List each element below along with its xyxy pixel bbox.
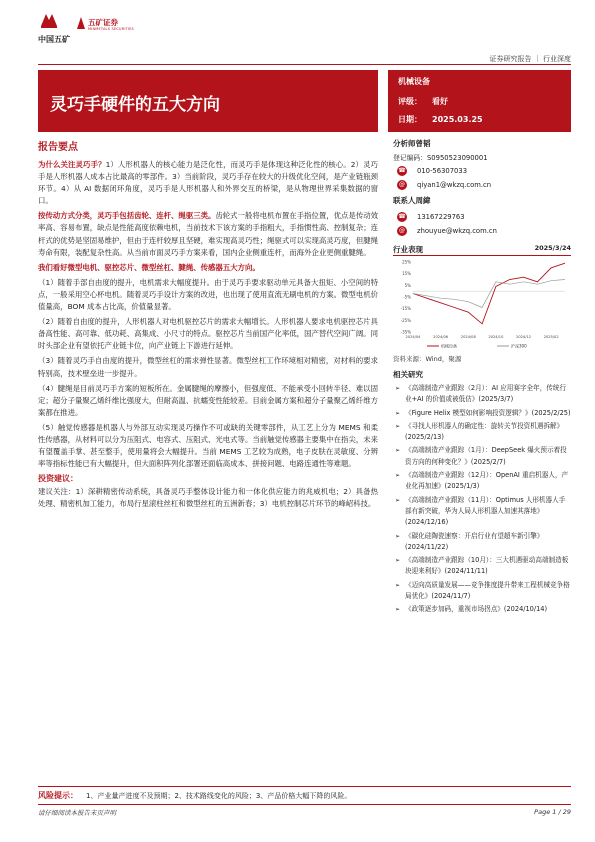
related-item-text: 《高端制造产业跟踪（12月）：OpenAI 重启机器人，产业化再加速》(2025/1/3) bbox=[405, 471, 569, 491]
summary-paragraph-6: （3）随着灵巧手自由度的提升，微型丝杠的需求弹性显著。微型丝杠工作环境相对精密，对材料的要求特别高，技术壁垒进一步提升。 bbox=[38, 356, 378, 378]
related-item[interactable] bbox=[393, 445, 571, 468]
legend-label-1: 机械设备 bbox=[441, 343, 457, 349]
summary-p1-highlight: 为什么关注灵巧手？ bbox=[38, 160, 106, 169]
minmetals-logo-icon bbox=[38, 8, 60, 30]
related-item-text: 《高端制造产业跟踪（2月）：AI 应用赛字全年，传统行业+AI 的价值或被低估》(2025/3/7) bbox=[405, 384, 567, 404]
summary-paragraph-2 bbox=[38, 210, 378, 258]
related-item[interactable] bbox=[393, 531, 571, 554]
summary-paragraph-7: （4）腱绳是目前灵巧手方案的短板所在。金属腱绳的摩擦小，但强度低、不能承受小回转半径、难以固定；超分子量聚乙烯纤维比强度大，但耐高温、抗蠕变性能较差。目前金属方案和超分子量聚乙烯纤维方案都在推进。 bbox=[38, 383, 378, 417]
logo-text-securities: 五矿证券 bbox=[88, 18, 118, 27]
chart-source: 资料来源：Wind，聚源 bbox=[393, 355, 462, 363]
date-row bbox=[398, 114, 483, 125]
arrow-bullet-icon: ➢ bbox=[395, 472, 401, 480]
related-item-text: 《高端制造产业跟踪（1月）：DeepSeek 爆火预示着投资方向的何种变化？》(2025/2/7) bbox=[405, 446, 567, 466]
related-item[interactable] bbox=[393, 555, 571, 578]
arrow-bullet-icon: ➢ bbox=[395, 557, 401, 565]
related-item[interactable] bbox=[393, 495, 571, 529]
date-value: 2025.03.25 bbox=[432, 115, 483, 124]
footer-disclaimer: 请仔细阅读本报告末页声明 bbox=[38, 809, 116, 817]
risk-row bbox=[38, 790, 351, 801]
arrow-bullet-icon: ➢ bbox=[395, 581, 401, 589]
rating-value: 看好 bbox=[432, 97, 448, 106]
arrow-bullet-icon: ➢ bbox=[395, 385, 401, 392]
logo-text-securities-en: MINMETALS SECURITIES bbox=[88, 27, 134, 31]
summary-paragraph-4: （1）随着手部自由度的提升，电机需求大幅度提升。由于灵巧手要求驱动单元具备大扭矩、小空间的特点，一般采用空心杯电机。随着灵巧手设计方案的改进，也出现了使用直流无刷电机的方案。微型电机价值量高，BOM 成本占比高，价值量显著。 bbox=[38, 277, 378, 312]
y-tick-label: 25% bbox=[402, 259, 411, 265]
arrow-bullet-icon: ➢ bbox=[395, 606, 401, 614]
invest-paragraph: 建议关注：1）深耕精密传动系统，具备灵巧手整体设计能力和一体化供应能力的兆威机电；2）具备热处理、精密机加工能力，布局行星滚柱丝杠和微型丝杠的五洲新春；3）电机控制芯片环节的峰岹科技。 bbox=[38, 487, 378, 509]
report-type: 证券研究报告 ｜ 行业深度 bbox=[489, 55, 571, 63]
contact-email-row bbox=[393, 224, 571, 238]
rating-label: 评级： bbox=[398, 97, 422, 106]
related-item-text: 《迈向高质量发展——竞争推度提升带来工程机械竞争格局优化》(2024/11/7) bbox=[405, 580, 570, 601]
info-banner bbox=[388, 70, 571, 132]
analyst-cert: 登记编码：S0950523090001 bbox=[393, 154, 488, 162]
x-tick-label: 2025/02 bbox=[543, 335, 559, 339]
performance-header bbox=[393, 244, 571, 256]
analyst-heading: 分析师曾韬 bbox=[393, 139, 431, 148]
phone-icon: ☎ bbox=[398, 213, 406, 220]
related-item-text: 《高端制造产业跟踪（10月）：三大机遇驱动高端制造板块迎来利好》(2024/11/11) bbox=[405, 556, 569, 576]
email-icon: @ bbox=[399, 227, 405, 234]
report-title: 灵巧手硬件的五大方向 bbox=[50, 95, 220, 115]
y-tick-label: -35% bbox=[400, 329, 411, 335]
summary-p2-highlight: 按传动方式分类，灵巧手包括齿轮、连杆、绳驱三类。 bbox=[38, 211, 216, 221]
related-item-text: 《政策逐步加码，重视市场拐点》(2024/10/14) bbox=[405, 605, 548, 614]
summary-paragraph-8: （5）触觉传感器是机器人与外部互动实现灵巧操作不可或缺的关键零部件，从工艺上分为 MEMS 和柔性传感器，从材料可以分为压阻式、电容式、压阻式、光电式等。当前触觉传感器主要集中在指尖，未来有望覆盖手掌、甚至整手，使用量将会大幅提升。当前 MEMS 工艺较为成熟，电子皮肤在灵敏度、分辨率等指标性能已有大幅提升，但大面积阵列化部署还面临高成本、拼接问题、电路连通性等难题。 bbox=[38, 422, 378, 469]
summary-p3-highlight: 我们看好微型电机、驱控芯片、微型丝杠、腱绳、传感器五大方向。 bbox=[38, 262, 260, 272]
contact-phone-row bbox=[393, 210, 571, 224]
analyst-email[interactable]: qiyan1@wkzq.com.cn bbox=[417, 181, 492, 189]
risk-divider bbox=[38, 786, 571, 787]
y-tick-label: 5% bbox=[404, 282, 411, 288]
contact-email[interactable]: zhouyue@wkzq.com.cn bbox=[417, 227, 497, 235]
contact-phone: 13167229763 bbox=[417, 213, 465, 221]
series-line-1 bbox=[413, 263, 565, 324]
arrow-bullet-icon: ➢ bbox=[395, 496, 401, 504]
analyst-phone-row bbox=[393, 164, 571, 178]
performance-chart-svg bbox=[393, 256, 571, 352]
series-line-2 bbox=[413, 280, 565, 308]
arrow-bullet-icon: ➢ bbox=[395, 532, 401, 540]
securities-logo-icon bbox=[76, 16, 86, 30]
header-divider bbox=[38, 64, 571, 65]
title-banner bbox=[38, 70, 378, 132]
arrow-bullet-icon: ➢ bbox=[395, 447, 401, 455]
performance-date: 2025/3/24 bbox=[534, 244, 571, 252]
related-item[interactable] bbox=[393, 408, 571, 419]
arrow-bullet-icon: ➢ bbox=[395, 422, 401, 430]
summary-p2-text: 齿轮式一般将电机布置在手指位置，优点是传动效率高、容易布置，缺点是性能高度依赖电机，当前技术下该方案的手指粗大，手指惯性高、控制复杂；连杆式的优势是坚固易维护，但由于连杆较厚且坚硬，难实现高灵巧性；绳驱式可以实现高灵巧度，但腱绳寿命有限，装配复杂性高。从当前市面灵巧手方案来看，国内企业侧重连杆，而海外企业更侧重腱绳。 bbox=[38, 211, 378, 257]
analyst-email-row bbox=[393, 178, 571, 192]
invest-heading: 投资建议： bbox=[38, 474, 78, 484]
risk-label: 风险提示： bbox=[38, 791, 78, 800]
related-item[interactable] bbox=[393, 604, 571, 615]
arrow-bullet-icon: ➢ bbox=[395, 409, 401, 417]
summary-column bbox=[38, 138, 378, 513]
related-item[interactable] bbox=[393, 383, 571, 406]
related-item[interactable] bbox=[393, 421, 571, 444]
performance-chart bbox=[393, 256, 571, 352]
legend-label-2: 沪深300 bbox=[511, 343, 527, 349]
contact-heading: 联系人周緯 bbox=[393, 196, 431, 205]
header-logos bbox=[38, 8, 148, 52]
date-label: 日期： bbox=[398, 115, 422, 124]
related-item[interactable] bbox=[393, 470, 571, 493]
performance-title: 行业表现 bbox=[393, 245, 423, 254]
x-tick-label: 2024/06 bbox=[433, 335, 449, 339]
x-tick-label: 2024/10 bbox=[488, 335, 504, 339]
related-item-text: 《高端制造产业跟踪（11月）：Optimus 人形机器人手部有新突破，华为人局人形机器人加速其落地》(2024/12/16) bbox=[405, 495, 566, 527]
x-tick-label: 2024/04 bbox=[405, 335, 421, 339]
summary-paragraph-1 bbox=[38, 159, 378, 207]
x-tick-label: 2024/12 bbox=[516, 335, 532, 339]
logo-text-minmetals: 中国五矿 bbox=[38, 35, 70, 44]
related-heading: 相关研究 bbox=[393, 370, 423, 379]
phone-icon: ☎ bbox=[398, 167, 406, 174]
analyst-phone: 010-56307033 bbox=[417, 167, 468, 175]
footer-divider bbox=[38, 804, 571, 805]
summary-paragraph-3 bbox=[38, 262, 378, 274]
related-item-text: 《Figure Helix 模型如何影响投资逻辑？》(2025/2/25) bbox=[405, 408, 571, 417]
y-tick-label: -25% bbox=[400, 317, 411, 323]
email-icon: @ bbox=[399, 181, 405, 188]
x-tick-label: 2024/08 bbox=[460, 335, 476, 339]
summary-paragraph-5: （2）随着自由度的提升，人形机器人对电机驱控芯片的需求大幅增长。人形机器人要求电机驱控芯片具备高性能、高可靠、低功耗、高集成、小尺寸的特点。驱控芯片当前国产化率低，国产替代空间广阔。同时头部企业有望依托产业链卡位，向产业链上下游进行延伸。 bbox=[38, 317, 378, 351]
y-tick-label: 15% bbox=[402, 271, 411, 277]
summary-heading: 报告要点 bbox=[38, 142, 78, 153]
related-item-text: 《寻找人形机器人的确定性：旋转关节投资机遇拆解》(2025/2/13) bbox=[405, 421, 564, 442]
related-item-text: 《碳化硅陶瓷速察：开启行业有望超车新引擎》(2024/11/22) bbox=[405, 531, 544, 551]
y-tick-label: -5% bbox=[403, 294, 411, 300]
industry-label: 机械设备 bbox=[398, 77, 430, 86]
sidebar-column bbox=[393, 138, 571, 618]
related-list bbox=[393, 383, 571, 616]
summary-p1-text: 1）人形机器人的核心能力是泛化性，而灵巧手是体现这种泛化性的核心。2）灵巧手是人形机器人成本占比最高的零部件。3）当前阶段，灵巧手存在较大的升级优化空间，是产业链瓶颈环节。4）从 AI 数据闭环角度，灵巧手是人形机器人和外界交互的桥梁，是从物理世界采集数据的窗口。 bbox=[38, 160, 378, 206]
y-tick-label: -15% bbox=[400, 306, 411, 312]
footer-page: Page 1 / 29 bbox=[534, 808, 571, 816]
rating-row bbox=[398, 96, 448, 107]
related-item[interactable] bbox=[393, 580, 571, 603]
risk-text: 1、产业量产进度不及预期；2、技术路线变化的风险；3、产品价格大幅下降的风险。 bbox=[86, 792, 352, 800]
